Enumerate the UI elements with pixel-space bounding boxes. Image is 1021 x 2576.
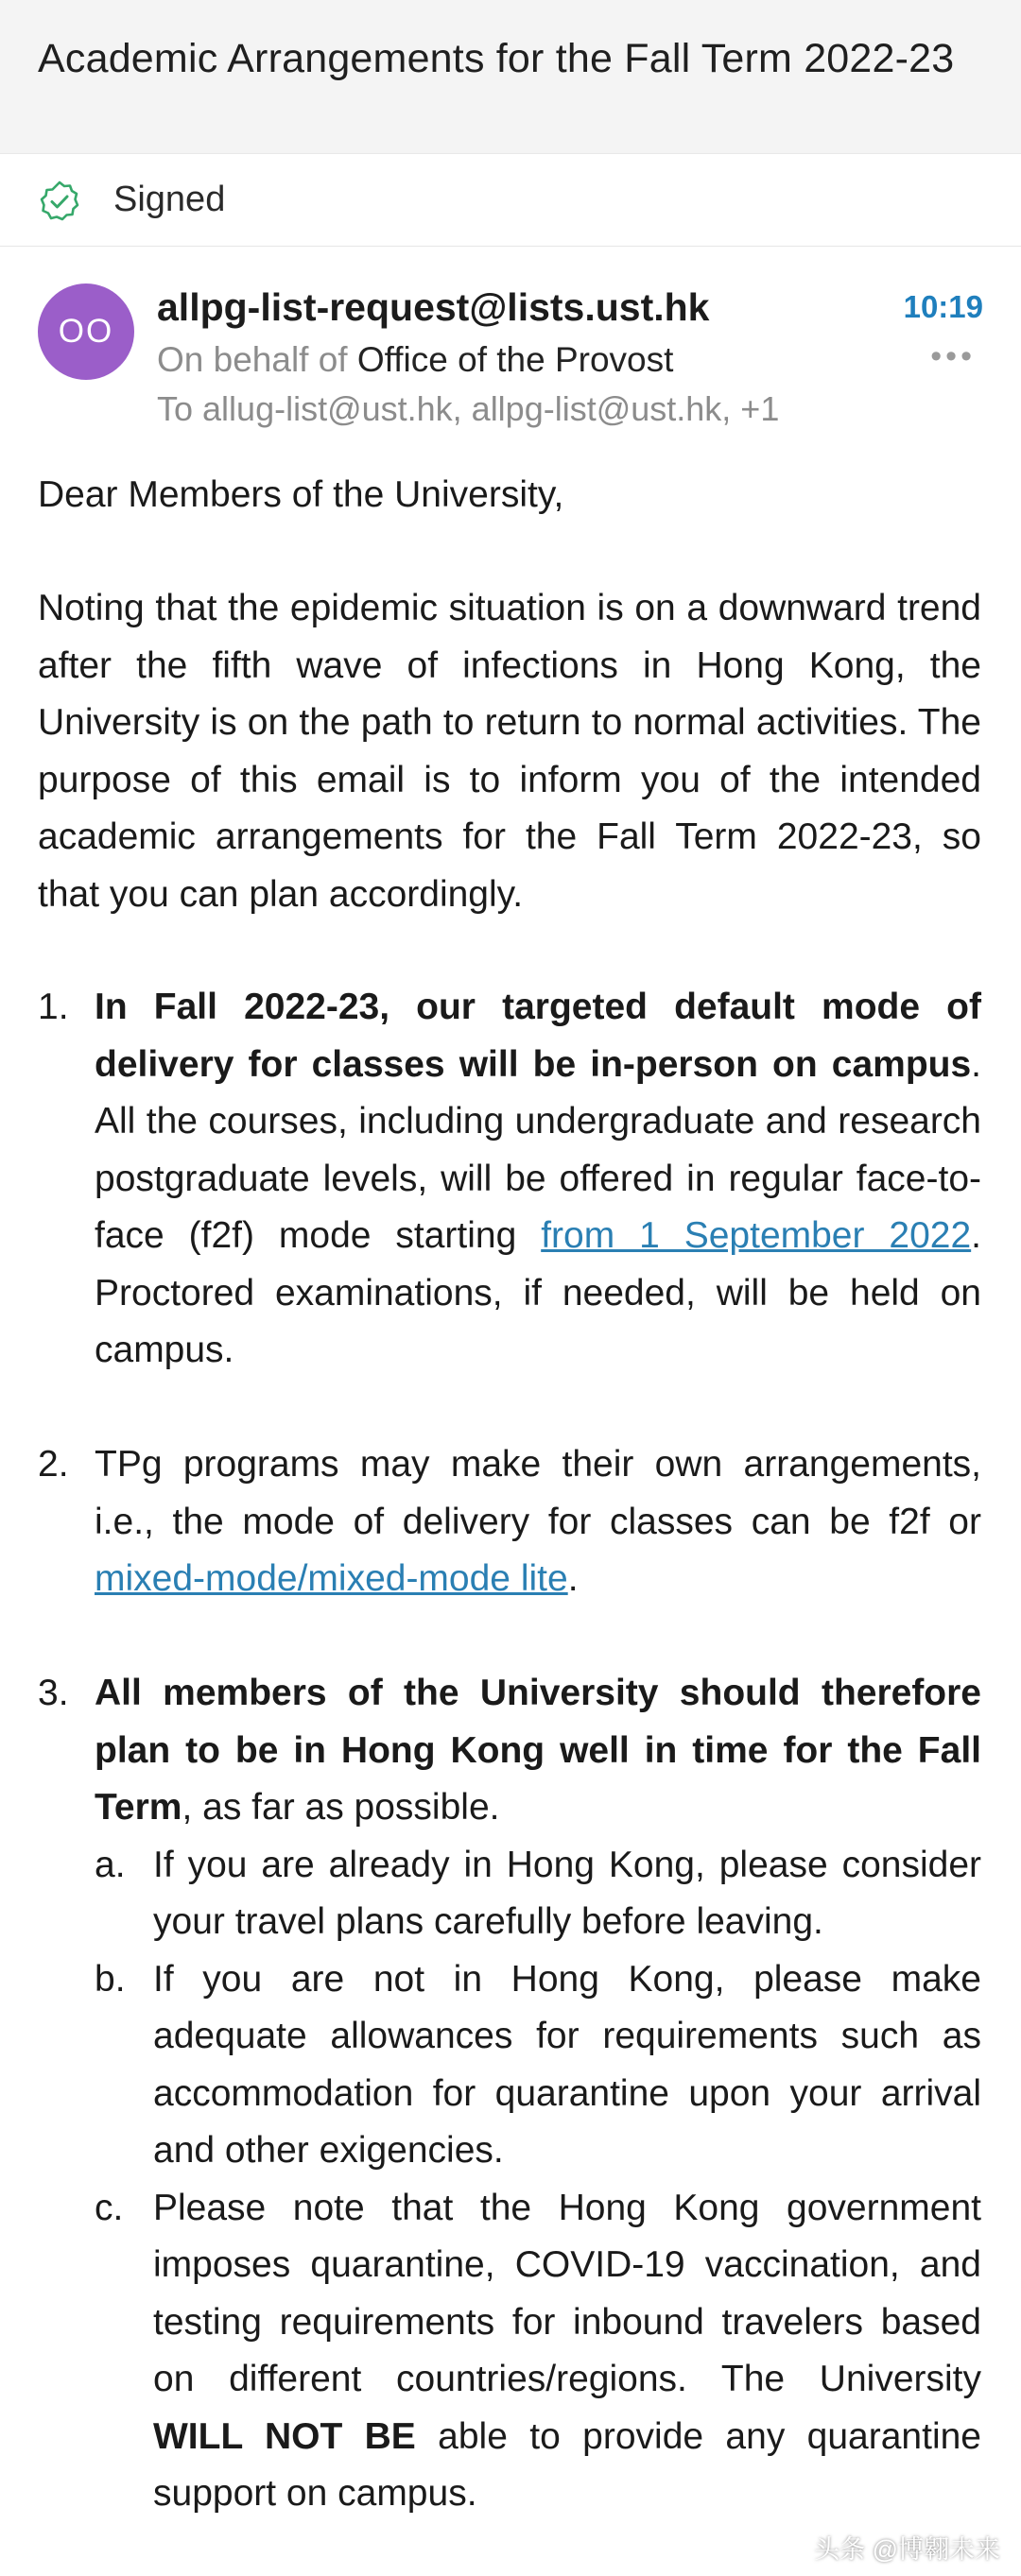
intro-paragraph: Noting that the epidemic situation is on a downward trend after the fifth wave of infections in Hong Kong, the University is on the path to return to normal activities. The purpose of this email is to inform you of the intended academic arrangements for the Fall Term 2022-23, so that you can plan accordingly.: [38, 588, 981, 915]
item3-bold: All members of the University should therefore plan to be in Hong Kong well in time for the Fall Term: [95, 1673, 981, 1828]
recipients-line[interactable]: To allug-list@ust.hk, allpg-list@ust.hk, +1: [157, 389, 780, 428]
signed-badge-icon: [38, 180, 81, 223]
sub-letter: c.: [95, 2187, 124, 2228]
sub-text: If you are already in Hong Kong, please consider your travel plans carefully before leaving.: [153, 1844, 981, 1942]
sub-text: [153, 2180, 981, 2523]
sender-address[interactable]: allpg-list-request@lists.ust.hk: [157, 285, 710, 329]
list-item-text: [95, 1665, 981, 1837]
list-item-text: [95, 1436, 981, 1608]
email-subject: Academic Arrangements for the Fall Term 2022-23: [38, 36, 955, 81]
item1-bold: In Fall 2022-23, our targeted default mode of delivery for classes will be in-person on campus: [95, 987, 981, 1085]
list-item-1: [38, 979, 981, 1380]
list-number: 1.: [38, 987, 69, 1027]
list-number: 3.: [38, 1673, 69, 1713]
sub-c-text-b: able to provide any quarantine support on campus.: [153, 2415, 981, 2514]
ellipsis-icon[interactable]: •••: [930, 338, 976, 374]
sub-item-c: [95, 2180, 981, 2523]
sub-letter: a.: [95, 1844, 126, 1885]
sub-item-a: [95, 1837, 981, 1951]
item2-end: .: [567, 1558, 579, 1599]
signed-status-row[interactable]: [0, 153, 1021, 247]
item1-text-a: . All the courses, including undergraduate and research postgraduate levels, will be offered in regular face-to-face (f2f) mode starting: [95, 1043, 981, 1256]
sub-c-bold: WILL NOT BE: [153, 2415, 416, 2457]
received-time: 10:19: [903, 289, 983, 324]
on-behalf-name: Office of the Provost: [356, 340, 674, 379]
sub-item-b: [95, 1951, 981, 2180]
list-item-text: [95, 979, 981, 1380]
item3-text: , as far as possible.: [182, 1787, 500, 1828]
list-item-2: [38, 1436, 981, 1608]
item2-text: TPg programs may make their own arrangements, i.e., the mode of delivery for classes can be f2f or: [95, 1444, 981, 1542]
on-behalf-prefix: On behalf of: [157, 340, 348, 379]
subject-bar: [0, 0, 1021, 154]
start-date-link[interactable]: from 1 September 2022: [541, 1215, 972, 1256]
source-watermark: 头条 @博翱未来: [814, 2535, 1000, 2564]
sub-letter: b.: [95, 1958, 126, 2000]
list-item-3: [38, 1665, 981, 2523]
item1-text-b: . Proctored examinations, if needed, will be held on campus.: [95, 1215, 982, 1370]
sub-text: If you are not in Hong Kong, please make adequate allowances for requirements such as accommodation for quarantine upon your arrival and other exigencies.: [153, 1958, 981, 2171]
sender-avatar[interactable]: OO: [38, 283, 134, 380]
signed-label: Signed: [113, 180, 226, 219]
greeting: Dear Members of the University,: [38, 474, 564, 515]
list-number: 2.: [38, 1444, 69, 1485]
sub-c-text-a: Please note that the Hong Kong government imposes quarantine, COVID-19 vaccination, and testing requirements for inbound travelers based on different countries/regions. The University: [153, 2187, 981, 2399]
mixed-mode-link[interactable]: mixed-mode/mixed-mode lite: [95, 1558, 568, 1599]
on-behalf-line: [157, 340, 673, 380]
